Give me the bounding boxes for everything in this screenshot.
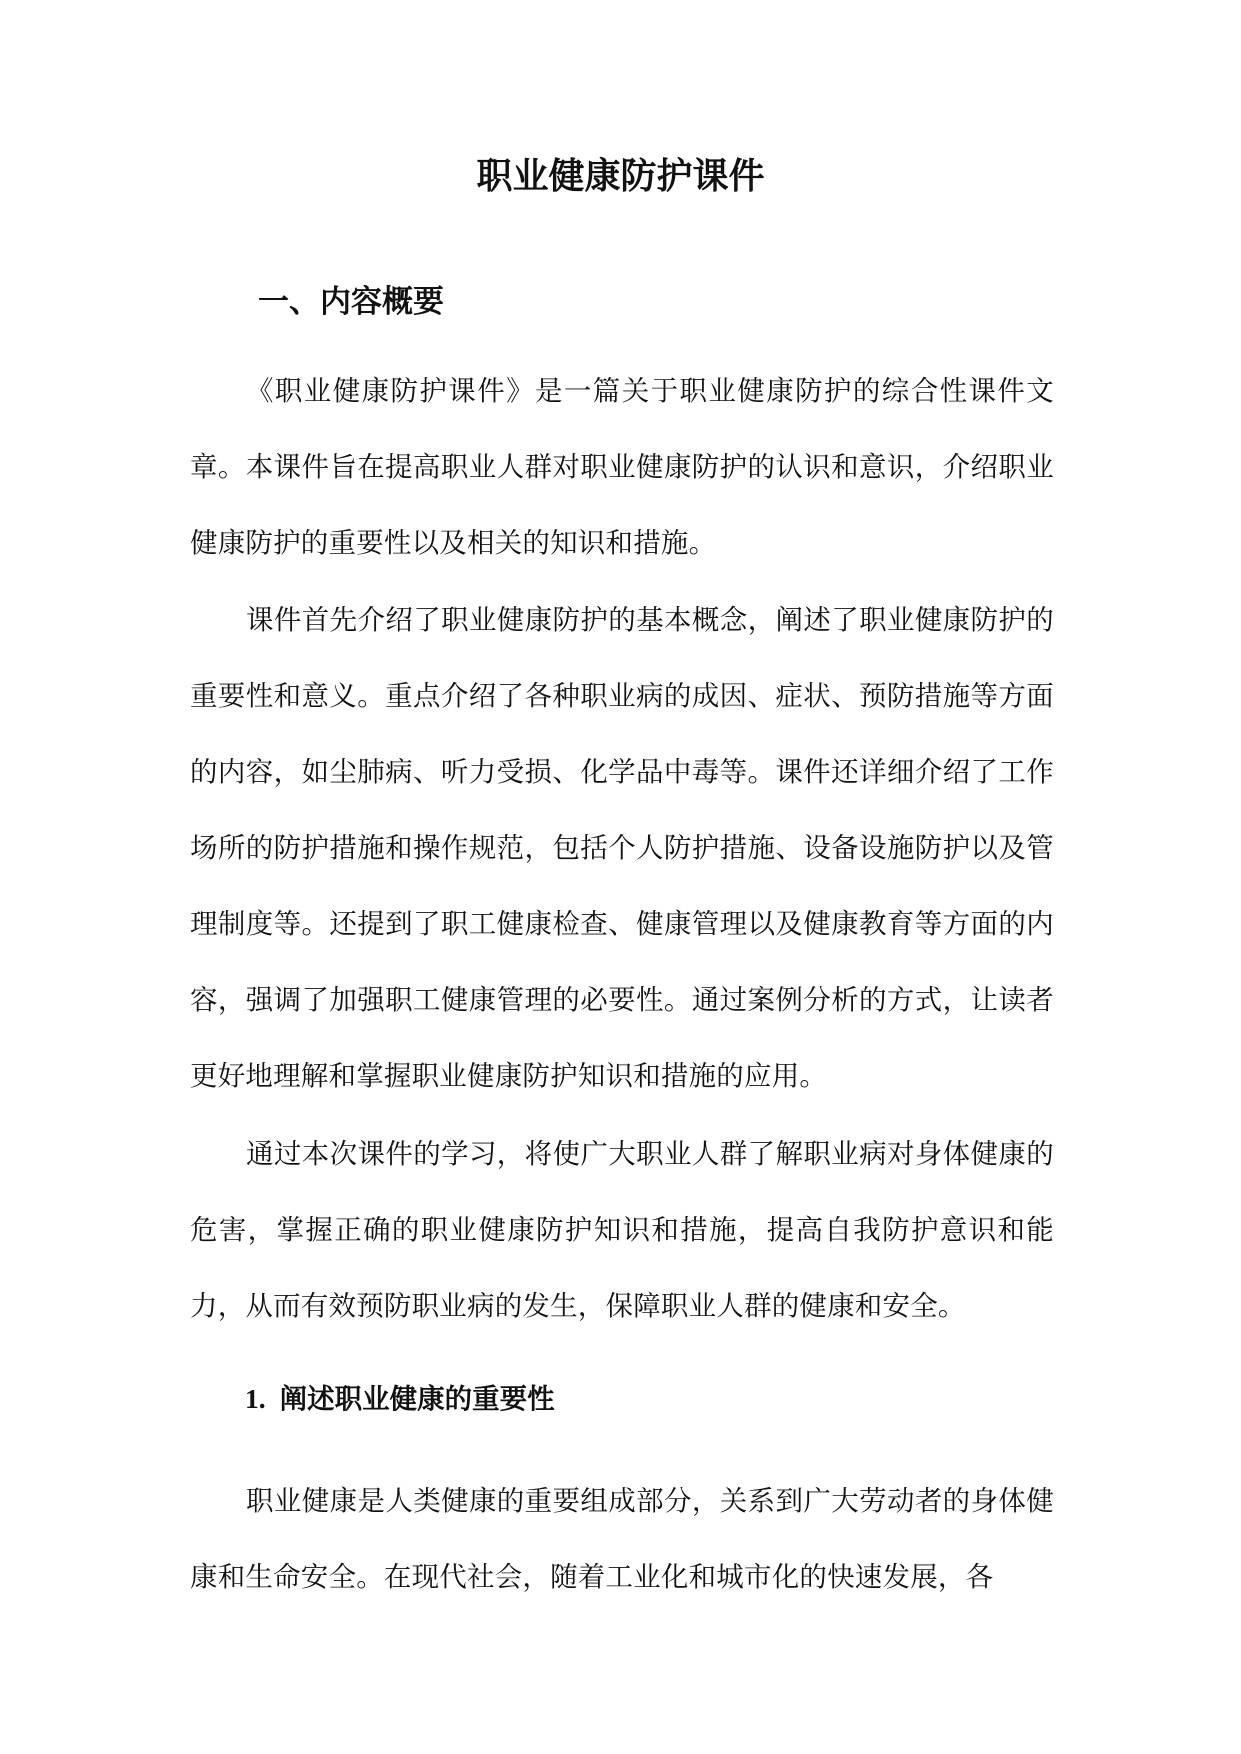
summary-paragraph-3: 通过本次课件的学习，将使广大职业人群了解职业病对身体健康的危害，掌握正确的职业健康防护知识和措施，提高自我防护意识和能力，从而有效预防职业病的发生，保障职业人群的健康和安全。	[190, 1138, 1054, 1322]
summary-paragraph-2: 课件首先介绍了职业健康防护的基本概念，阐述了职业健康防护的重要性和意义。重点介绍了各种职业病的成因、症状、预防措施等方面的内容，如尘肺病、听力受损、化学品中毒等。课件还详细介绍了工作场所的防护措施和操作规范，包括个人防护措施、设备设施防护以及管理制度等。还提到了职工健康检查、健康管理以及健康教育等方面的内容，强调了加强职工健康管理的必要性。通过案例分析的方式，让读者更好地理解和掌握职业健康防护知识和措施的应用。	[190, 604, 1054, 1092]
document-title: 职业健康防护课件	[476, 155, 765, 197]
summary-paragraph-1: 《职业健康防护课件》是一篇关于职业健康防护的综合性课件文章。本课件旨在提高职业人群对职业健康防护的认识和意识，介绍职业健康防护的重要性以及相关的知识和措施。	[190, 375, 1054, 559]
importance-paragraph: 职业健康是人类健康的重要组成部分，关系到广大劳动者的身体健康和生命安全。在现代社会，随着工业化和城市化的快速发展，各	[190, 1485, 1054, 1593]
section-heading-summary: 一、内容概要	[258, 284, 444, 320]
subsection-heading-importance	[245, 1377, 555, 1421]
subsection-title: 阐述职业健康的重要性	[279, 1383, 555, 1415]
subsection-number: 1.	[245, 1383, 266, 1414]
